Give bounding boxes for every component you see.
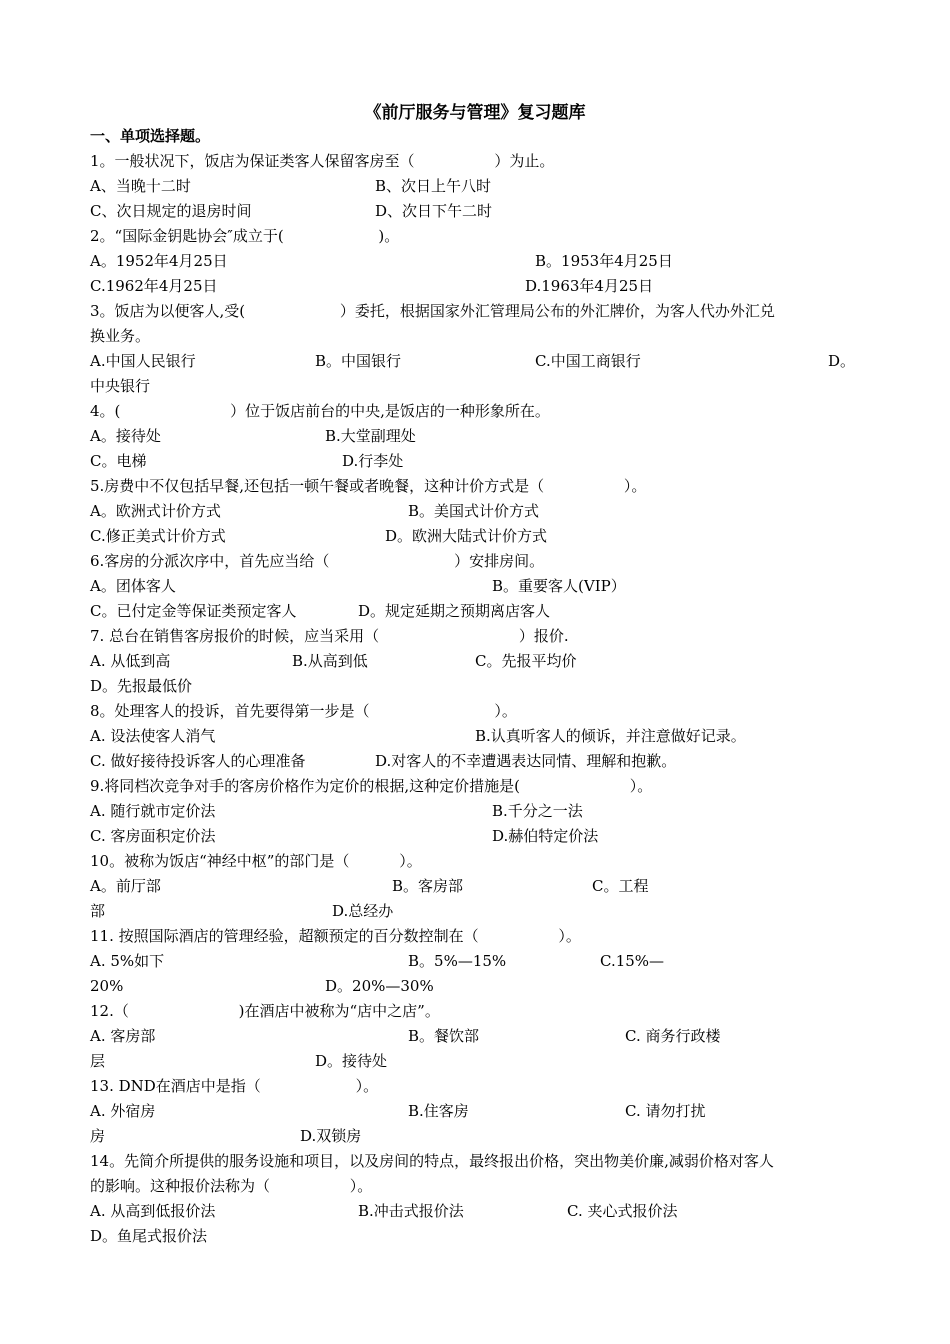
q6-option-a: A。团体客人 [90, 577, 176, 595]
q4-option-c: C。电梯 [90, 452, 147, 470]
q10-option-d: D.总经办 [332, 902, 394, 920]
q6-option-b: B。重要客人(VIP） [492, 577, 626, 595]
question-14-cont: 的影响。这种报价法称为（ ）。 [90, 1177, 373, 1195]
q8-option-d: D.对客人的不幸遭遇表达同情、理解和抱歉。 [375, 752, 677, 770]
q9-option-b: B.千分之一法 [492, 802, 583, 820]
q12-option-b: B。餐饮部 [408, 1027, 480, 1045]
q6-option-c: C。已付定金等保证类预定客人 [90, 602, 297, 620]
q2-option-d: D.1963年4月25日 [525, 277, 654, 295]
q4-option-b: B.大堂副理处 [325, 427, 416, 445]
q5-option-b: B。美国式计价方式 [408, 502, 540, 520]
q12-option-d: D。接待处 [315, 1052, 388, 1070]
q1-option-c: C、次日规定的退房时间 [90, 202, 252, 220]
q8-option-b: B.认真听客人的倾诉，并注意做好记录。 [475, 727, 746, 745]
q4-option-d: D.行李处 [342, 452, 404, 470]
q3-option-c: C.中国工商银行 [535, 352, 641, 370]
question-3-cont: 换业务。 [90, 327, 151, 345]
q5-option-a: A。欧洲式计价方式 [90, 502, 221, 520]
q7-option-d: D。先报最低价 [90, 677, 193, 695]
q9-option-c: C. 客房面积定价法 [90, 827, 216, 845]
q3-option-d: D。 [828, 352, 856, 370]
q5-option-d: D。欧洲大陆式计价方式 [385, 527, 548, 545]
question-7: 7. 总台在销售客房报价的时候，应当采用（ ）报价. [90, 627, 569, 645]
question-1: 1。一般状况下，饭店为保证类客人保留客房至（ ）为止。 [90, 152, 555, 170]
q2-option-a: A。1952年4月25日 [90, 252, 228, 270]
q2-option-b: B。1953年4月25日 [535, 252, 673, 270]
q2-option-c: C.1962年4月25日 [90, 277, 218, 295]
question-9: 9.将同档次竞争对手的客房价格作为定价的根据,这种定价措施是( ）。 [90, 777, 653, 795]
q14-option-d: D。鱼尾式报价法 [90, 1227, 208, 1245]
question-8: 8。处理客人的投诉，首先要得第一步是（ ）。 [90, 702, 517, 720]
question-5: 5.房费中不仅包括早餐,还包括一顿午餐或者晚餐，这种计价方式是（ ）。 [90, 477, 647, 495]
q11-option-c: C.15%— [600, 952, 665, 970]
question-12: 12.（ )在酒店中被称为“店中之店”。 [90, 1002, 440, 1020]
q1-option-d: D、次日下午二时 [375, 202, 493, 220]
question-13: 13. DND在酒店中是指（ ）。 [90, 1077, 379, 1095]
q11-option-a: A. 5%如下 [90, 952, 165, 970]
q10-option-a: A。前厅部 [90, 877, 161, 895]
q12-option-a: A. 客房部 [90, 1027, 156, 1045]
q10-option-b: B。客房部 [392, 877, 464, 895]
q12-option-c: C. 商务行政楼 [625, 1027, 721, 1045]
section-heading: 一、单项选择题。 [90, 127, 211, 145]
question-14: 14。先简介所提供的服务设施和项目，以及房间的特点，最终报出价格，突出物美价廉,减弱价格对客人 [90, 1152, 774, 1170]
q9-option-d: D.赫伯特定价法 [492, 827, 599, 845]
q3-option-b: B。中国银行 [315, 352, 402, 370]
question-10: 10。被称为饭店“神经中枢”的部门是（ ）。 [90, 852, 422, 870]
q11-option-d: D。20%—30% [325, 977, 434, 995]
q13-option-a: A. 外宿房 [90, 1102, 156, 1120]
q7-option-a: A. 从低到高 [90, 652, 171, 670]
q13-option-c-cont: 房 [90, 1127, 106, 1145]
q3-option-a: A.中国人民银行 [90, 352, 196, 370]
q3-option-d-cont: 中央银行 [90, 377, 151, 395]
question-11: 11. 按照国际酒店的管理经验，超额预定的百分数控制在（ ）。 [90, 927, 581, 945]
q5-option-c: C.修正美式计价方式 [90, 527, 226, 545]
question-4: 4。( ）位于饭店前台的中央,是饭店的一种形象所在。 [90, 402, 550, 420]
q11-option-b: B。5%—15% [408, 952, 507, 970]
q8-option-a: A. 设法使客人消气 [90, 727, 216, 745]
document-title: 《前厅服务与管理》复习题库 [364, 103, 586, 123]
question-2: 2。“国际金钥匙协会″成立于( )。 [90, 227, 400, 245]
q10-option-c-cont: 部 [90, 902, 106, 920]
q1-option-a: A、当晚十二时 [90, 177, 191, 195]
q11-option-c-cont: 20% [90, 977, 124, 995]
q9-option-a: A. 随行就市定价法 [90, 802, 216, 820]
question-3: 3。饭店为以便客人,受( ）委托，根据国家外汇管理局公布的外汇牌价，为客人代办外汇兑 [90, 302, 775, 320]
q14-option-c: C. 夹心式报价法 [567, 1202, 678, 1220]
q8-option-c: C. 做好接待投诉客人的心理准备 [90, 752, 306, 770]
q7-option-c: C。先报平均价 [475, 652, 577, 670]
q13-option-c: C. 请勿打扰 [625, 1102, 706, 1120]
q12-option-c-cont: 层 [90, 1052, 106, 1070]
q7-option-b: B.从高到低 [292, 652, 368, 670]
q4-option-a: A。接待处 [90, 427, 161, 445]
q14-option-b: B.冲击式报价法 [358, 1202, 464, 1220]
q1-option-b: B、次日上午八时 [375, 177, 492, 195]
q13-option-b: B.住客房 [408, 1102, 469, 1120]
question-6: 6.客房的分派次序中，首先应当给（ ）安排房间。 [90, 552, 545, 570]
q14-option-a: A. 从高到低报价法 [90, 1202, 216, 1220]
q6-option-d: D。规定延期之预期离店客人 [358, 602, 551, 620]
q10-option-c: C。工程 [592, 877, 649, 895]
q13-option-d: D.双锁房 [300, 1127, 362, 1145]
